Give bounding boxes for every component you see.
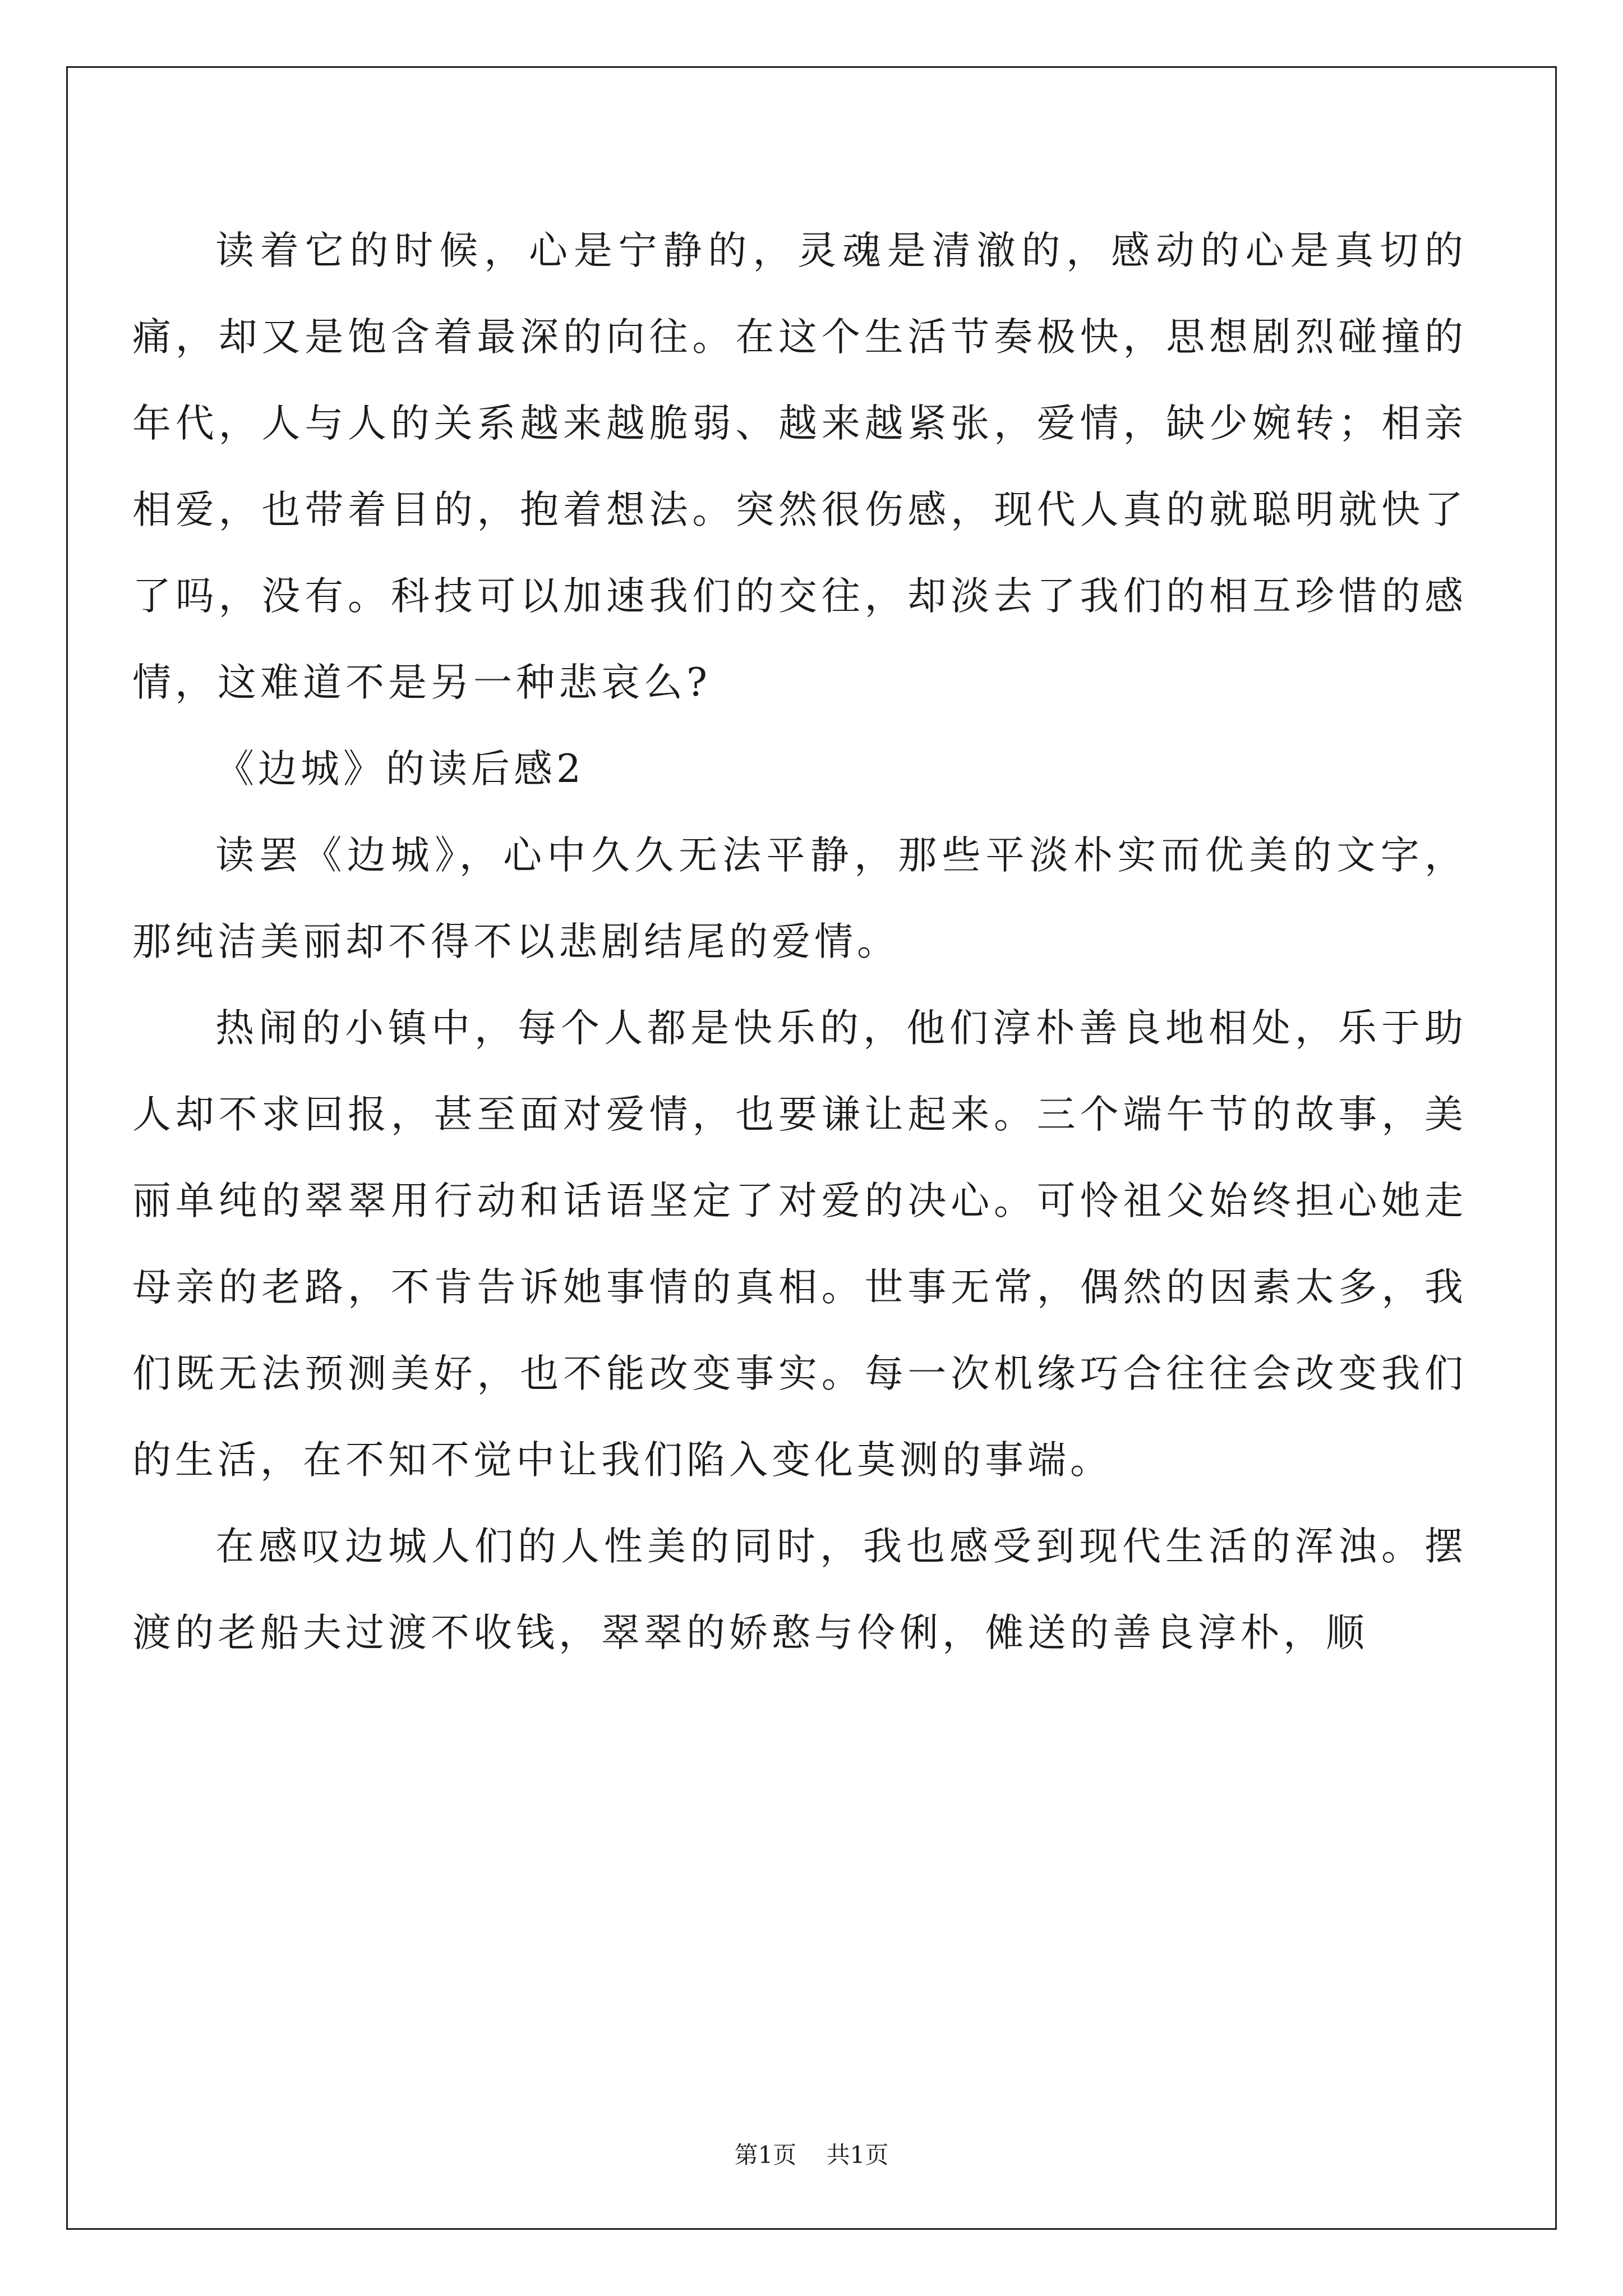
paragraph: 热闹的小镇中，每个人都是快乐的，他们淳朴善良地相处，乐于助人却不求回报，甚至面对爱情，也要谦让起来。三个端午节的故事，美丽单纯的翠翠用行动和话语坚定了对爱的决心。可怜祖父始终担心她走母亲的老路，不肯告诉她事情的真相。世事无常，偶然的因素太多，我们既无法预测美好，也不能改变事实。每一次机缘巧合往往会改变我们的生活，在不知不觉中让我们陷入变化莫测的事端。 <box>132 1006 1467 1483</box>
page-footer <box>0 2138 1623 2172</box>
paragraph: 在感叹边城人们的人性美的同时，我也感受到现代生活的浑浊。摆渡的老船夫过渡不收钱，翠翠的娇憨与伶俐，傩送的善良淳朴，顺 <box>132 1524 1467 1655</box>
section-heading: 《边城》的读后感2 <box>215 747 585 792</box>
page-number: 第1页 <box>734 2141 797 2169</box>
document-body <box>132 208 1467 1676</box>
paragraph: 读罢《边城》，心中久久无法平静，那些平淡朴实而优美的文字，那纯洁美丽却不得不以悲剧结尾的爱情。 <box>132 833 1467 964</box>
paragraph: 读着它的时候，心是宁静的，灵魂是清澈的，感动的心是真切的痛，却又是饱含着最深的向往。在这个生活节奏极快，思想剧烈碰撞的年代，人与人的关系越来越脆弱、越来越紧张，爱情，缺少婉转；相亲相爱，也带着目的，抱着想法。突然很伤感，现代人真的就聪明就快了了吗，没有。科技可以加速我们的交往，却淡去了我们的相互珍惜的感情，这难道不是另一种悲哀么? <box>132 228 1467 705</box>
page-total: 共1页 <box>826 2141 889 2169</box>
